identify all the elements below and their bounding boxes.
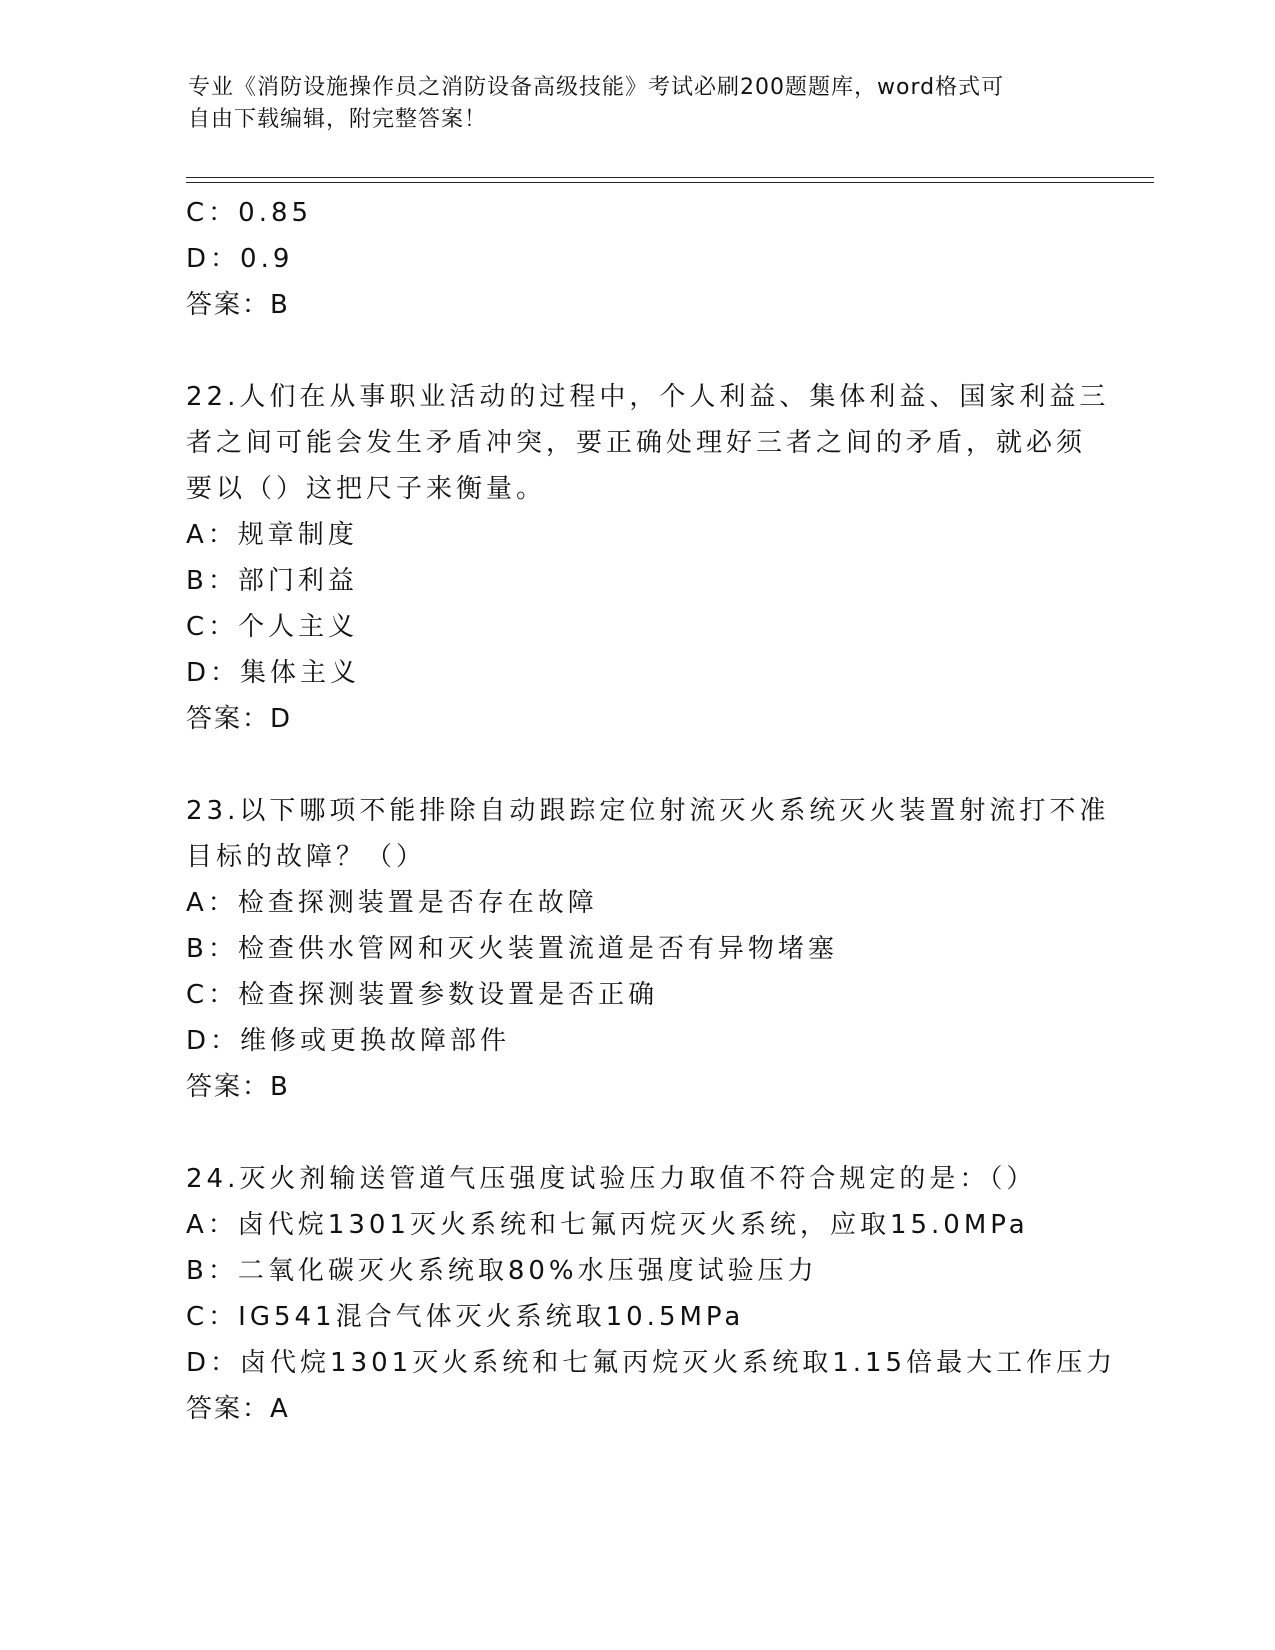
answer-line: 答案：D (186, 704, 293, 734)
option-d: D：集体主义 (186, 658, 361, 688)
answer-line: 答案：A (186, 1394, 290, 1424)
question-stem-line: 23.以下哪项不能排除自动跟踪定位射流灭火系统灭火装置射流打不准 (186, 796, 1110, 826)
header-divider-top (186, 177, 1154, 178)
option-b: B：检查供水管网和灭火装置流道是否有异物堵塞 (186, 934, 838, 964)
option-b: B：二氧化碳灭火系统取80%水压强度试验压力 (186, 1256, 818, 1286)
option-c: C：IG541混合气体灭火系统取10.5MPa (186, 1302, 745, 1332)
option-a: A：检查探测装置是否存在故障 (186, 888, 598, 918)
question-22 (186, 374, 1110, 742)
question-23 (186, 788, 1110, 1110)
header-line-2: 自由下载编辑，附完整答案！ (188, 107, 488, 132)
header-divider-bottom (186, 182, 1154, 183)
question-stem-line: 24.灭火剂输送管道气压强度试验压力取值不符合规定的是：（） (186, 1164, 1037, 1194)
option-a: A：卤代烷1301灭火系统和七氟丙烷灭火系统，应取15.0MPa (186, 1210, 1029, 1240)
spacer (186, 742, 1086, 788)
previous-question-tail (186, 190, 1086, 328)
spacer (186, 1110, 1086, 1156)
question-stem-line: 目标的故障？（） (186, 842, 427, 872)
option-c: C：检查探测装置参数设置是否正确 (186, 980, 659, 1010)
question-24 (186, 1156, 1117, 1432)
document-header (188, 72, 1068, 136)
option-c: C：0.85 (186, 198, 313, 228)
option-d: D：卤代烷1301灭火系统和七氟丙烷灭火系统取1.15倍最大工作压力 (186, 1348, 1117, 1378)
option-d: D：0.9 (186, 244, 294, 274)
answer-line: 答案：B (186, 1072, 290, 1102)
option-c: C：个人主义 (186, 612, 359, 642)
question-stem-line: 者之间可能会发生矛盾冲突，要正确处理好三者之间的矛盾，就必须 (186, 428, 1087, 458)
spacer (186, 328, 1086, 374)
option-b: B：部门利益 (186, 566, 358, 596)
question-stem-line: 要以（）这把尺子来衡量。 (186, 474, 547, 504)
option-d: D：维修或更换故障部件 (186, 1026, 511, 1056)
answer-line: 答案：B (186, 290, 290, 320)
header-line-1: 专业《消防设施操作员之消防设备高级技能》考试必刷200题题库，word格式可 (188, 75, 1005, 100)
question-stem-line: 22.人们在从事职业活动的过程中，个人利益、集体利益、国家利益三 (186, 382, 1110, 412)
option-a: A：规章制度 (186, 520, 358, 550)
document-body (186, 190, 1117, 1432)
